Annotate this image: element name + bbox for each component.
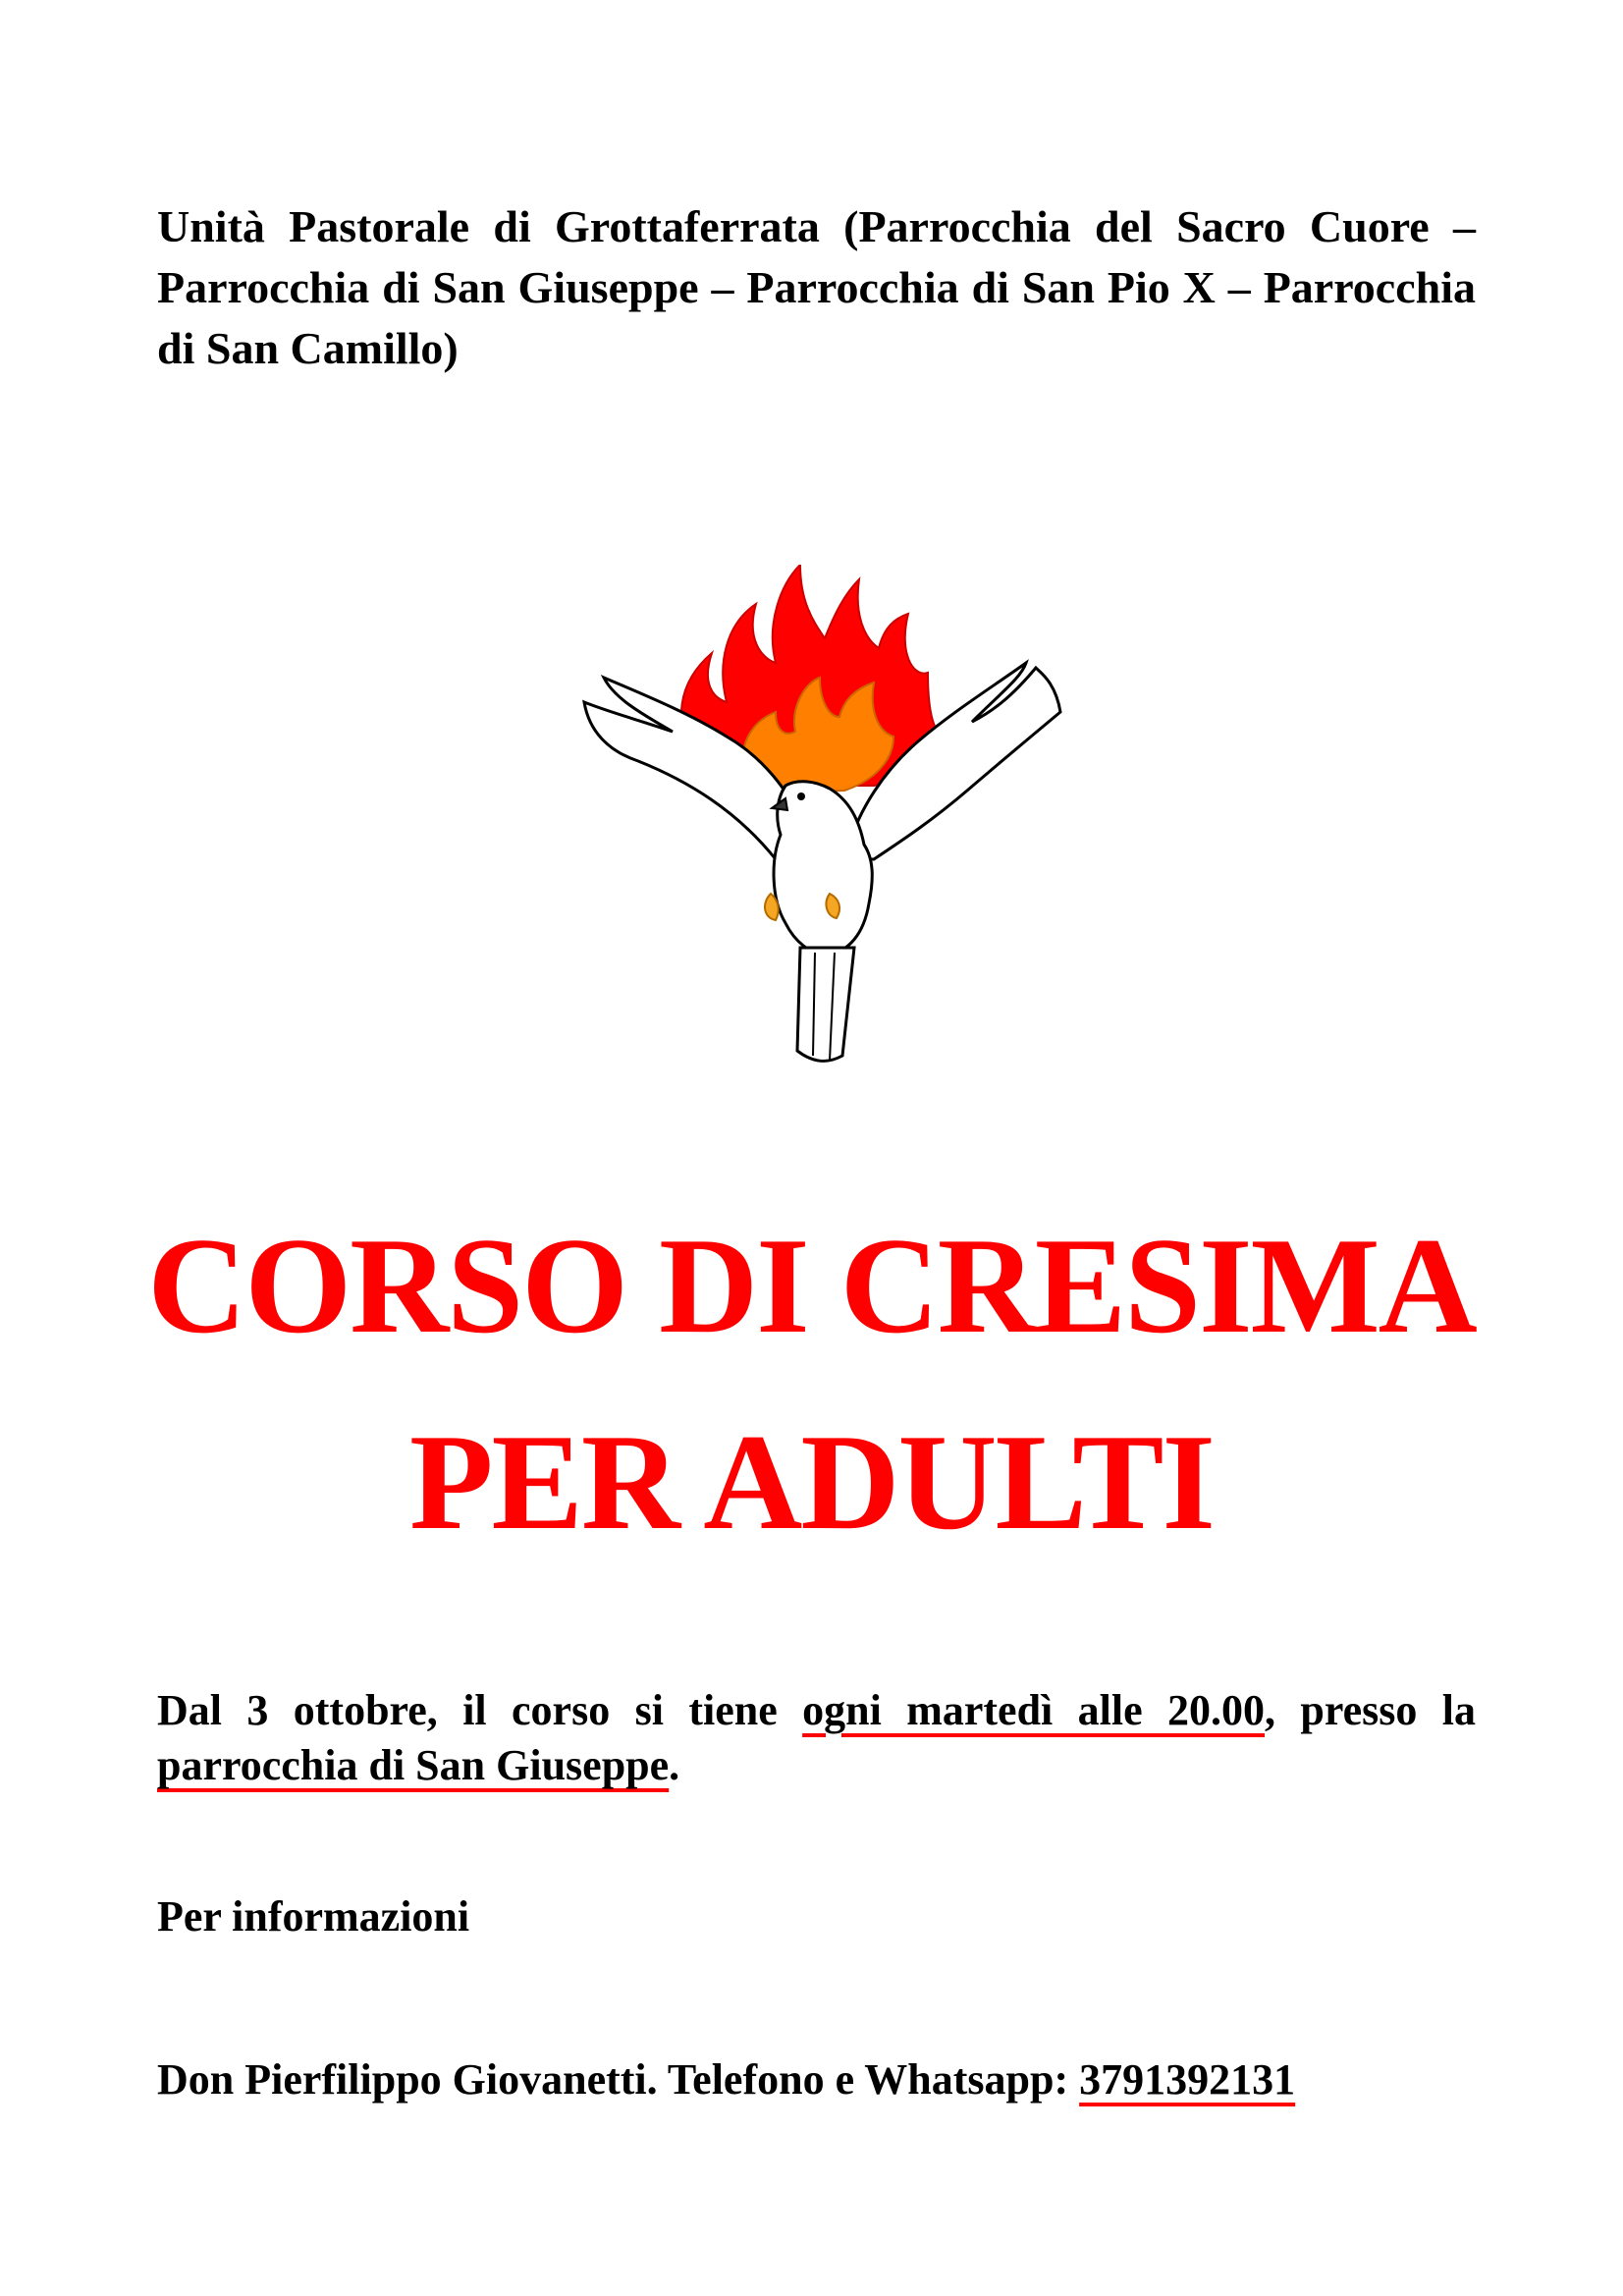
course-middle: , presso la (1265, 1686, 1476, 1734)
contact-line (157, 2052, 1476, 2107)
dove-body-icon (774, 782, 872, 956)
dove-eye-icon (797, 793, 805, 800)
title-line-1: CORSO DI CRESIMA (147, 1210, 1476, 1362)
info-label: Per informazioni (157, 1892, 470, 1941)
course-schedule-paragraph (157, 1683, 1476, 1793)
holy-spirit-dove-with-flame-icon (579, 565, 1070, 1075)
course-location: parrocchia di San Giuseppe (157, 1741, 670, 1789)
contact-phone: 3791392131 (1079, 2055, 1296, 2104)
title-line-2: PER ADULTI (409, 1406, 1214, 1558)
course-end: . (669, 1741, 680, 1789)
contact-prefix: Don Pierfilippo Giovanetti. Telefono e Whatsapp: (157, 2055, 1080, 2104)
event-title (0, 1188, 1623, 1581)
pastoral-unit-header: Unità Pastorale di Grottaferrata (Parrocchia del Sacro Cuore – Parrocchia di San Giuseppe – Parrocchia di San Pio X – Parrocchia di San Camillo) (157, 201, 1476, 373)
course-schedule: ogni martedì alle 20.00 (802, 1686, 1266, 1734)
dove-tail-icon (797, 948, 854, 1061)
course-intro: Dal 3 ottobre, il corso si tiene (157, 1686, 803, 1734)
